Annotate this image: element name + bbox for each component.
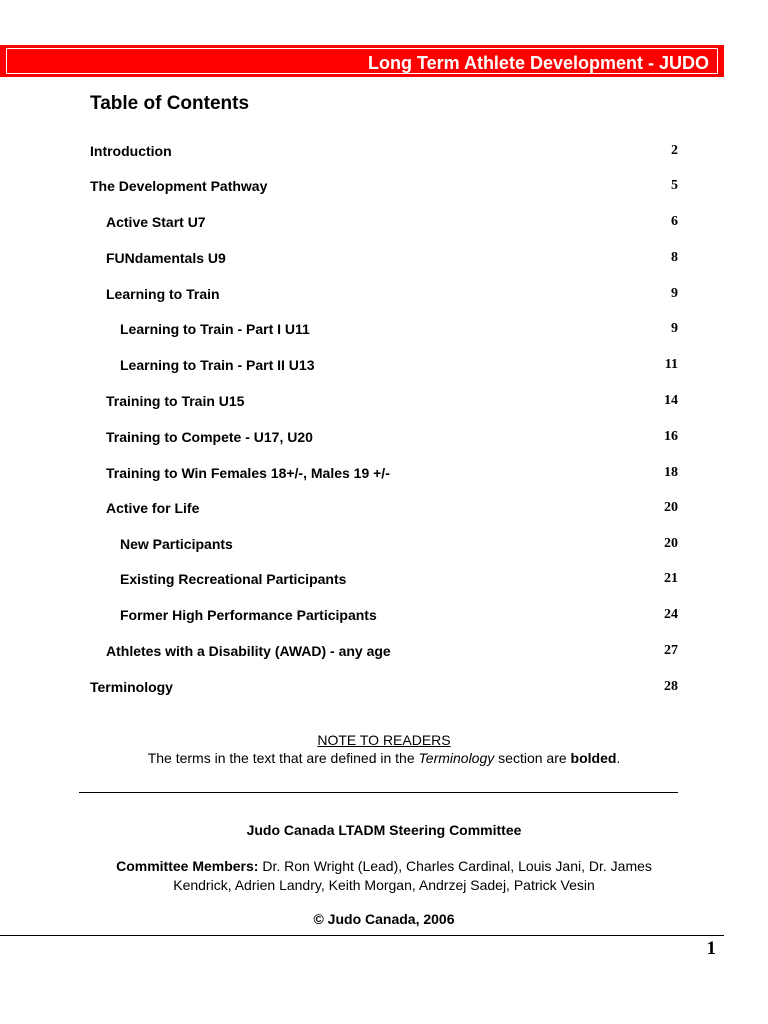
document-title: Long Term Athlete Development - JUDO	[367, 53, 709, 73]
toc-entry-page: 9	[671, 321, 678, 336]
toc-entry-label: Training to Compete - U17, U20	[106, 429, 313, 445]
committee-heading: Judo Canada LTADM Steering Committee	[246, 822, 522, 838]
note-text-part: .	[616, 750, 621, 766]
toc-entry-label: Terminology	[90, 679, 173, 695]
toc-entry[interactable]	[90, 357, 678, 379]
note-term-italic: Terminology	[418, 750, 495, 766]
toc-entry[interactable]	[90, 321, 678, 343]
committee-members	[80, 857, 688, 895]
note-term-bold: bolded	[570, 750, 617, 766]
committee-members-label: Committee Members:	[116, 858, 259, 874]
header-frame	[6, 48, 718, 74]
committee-members-line2: Kendrick, Adrien Landry, Keith Morgan, Andrzej Sadej, Patrick Vesin	[173, 877, 595, 893]
toc-entry[interactable]	[90, 393, 678, 415]
toc-entry-label: Active Start U7	[106, 214, 206, 230]
note-text-part: section are	[494, 750, 571, 766]
toc-entry[interactable]	[90, 143, 678, 165]
toc-entry-label: The Development Pathway	[90, 178, 268, 194]
toc-entry[interactable]	[90, 500, 678, 522]
toc-entry-label: Athletes with a Disability (AWAD) - any age	[106, 643, 391, 659]
toc-entry-label: Learning to Train - Part I U11	[120, 321, 310, 337]
toc-entry[interactable]	[90, 250, 678, 272]
committee-members-line1: Dr. Ron Wright (Lead), Charles Cardinal, Louis Jani, Dr. James	[258, 858, 652, 874]
toc-entry[interactable]	[90, 536, 678, 558]
toc-entry-label: Existing Recreational Participants	[120, 571, 347, 587]
toc-entry-page: 6	[671, 214, 678, 229]
toc-entry-page: 20	[664, 500, 678, 515]
note-text	[80, 749, 688, 767]
toc-entry-label: Introduction	[90, 143, 172, 159]
note-text-part: The terms in the text that are defined in the	[147, 750, 419, 766]
toc-entry-page: 24	[664, 607, 678, 622]
toc-entry-page: 9	[671, 286, 678, 301]
toc-entry[interactable]	[90, 178, 678, 200]
toc-entry-label: Learning to Train - Part II U13	[120, 357, 315, 373]
toc-entry-page: 27	[664, 643, 678, 658]
toc-entry-label: Training to Train U15	[106, 393, 245, 409]
toc-entry-page: 2	[671, 143, 678, 158]
toc-entry-label: Active for Life	[106, 500, 200, 516]
toc-entry-page: 28	[664, 679, 678, 694]
header-bar	[0, 45, 724, 77]
note-to-readers	[80, 731, 688, 767]
toc-entry-page: 16	[664, 429, 678, 444]
toc-entry-page: 18	[664, 465, 678, 480]
divider-line	[79, 792, 678, 793]
toc-entry-label: Training to Win Females 18+/-, Males 19 +/-	[106, 465, 390, 481]
toc-entry[interactable]	[90, 607, 678, 629]
page-number: 1	[706, 938, 716, 959]
toc-entry-page: 20	[664, 536, 678, 551]
toc-entry[interactable]	[90, 571, 678, 593]
toc-entry[interactable]	[90, 643, 678, 665]
toc-entry-label: FUNdamentals U9	[106, 250, 226, 266]
toc-heading: Table of Contents	[90, 93, 250, 114]
toc-entry-page: 14	[664, 393, 678, 408]
toc-entry[interactable]	[90, 429, 678, 451]
toc-entry[interactable]	[90, 286, 678, 308]
toc-entry-label: Learning to Train	[106, 286, 220, 302]
toc-entry[interactable]	[90, 214, 678, 236]
footer-line	[0, 935, 724, 936]
toc-entry-page: 8	[671, 250, 678, 265]
toc-entry-page: 21	[664, 571, 678, 586]
toc-entry-page: 11	[664, 357, 678, 372]
copyright: © Judo Canada, 2006	[313, 911, 455, 927]
toc-entry-page: 5	[671, 178, 678, 193]
toc-entry[interactable]	[90, 465, 678, 487]
toc-entry[interactable]	[90, 679, 678, 701]
note-title: NOTE TO READERS	[317, 732, 451, 748]
toc-entry-label: New Participants	[120, 536, 233, 552]
toc-entry-label: Former High Performance Participants	[120, 607, 377, 623]
